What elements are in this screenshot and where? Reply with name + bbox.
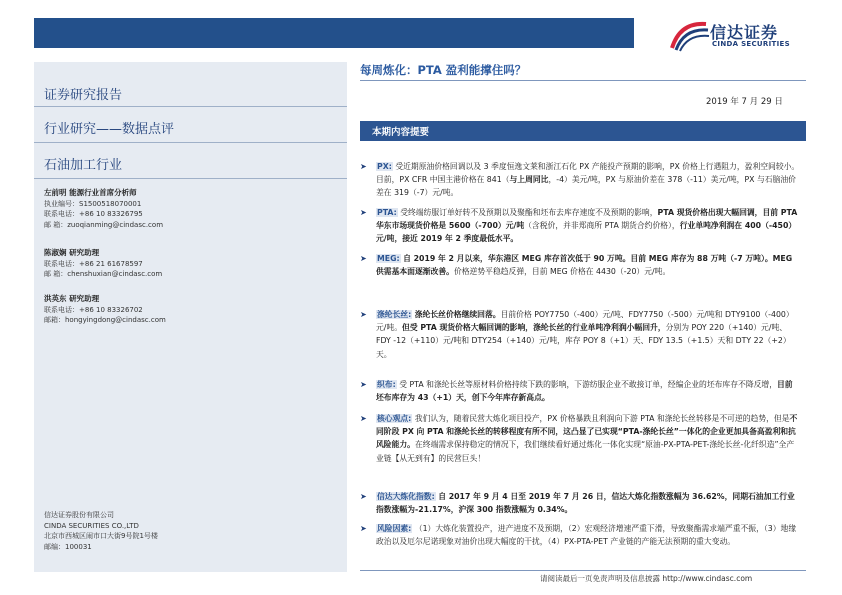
item-text: 在终端需求保持稳定的情况下，我们继续看好通过炼化一体化实现“原油-PX-PTA-PET-涤纶长丝-化纤织造”全产业链【从无到有】的民营巨头！: [376, 440, 795, 463]
logo-name-en: CINDA SECURITIES: [712, 40, 790, 48]
item-text: ，-4）美元/吨，PX 与原油价差在 378（-11）美元/吨，PX 与石脑油价差在 319（-7）元/吨。: [376, 175, 796, 198]
sidebar: [34, 62, 347, 572]
item-bold-text: 行业单吨净利润在 400（-450）元/吨，接近 2019 年 2 季度最低水平。: [376, 221, 797, 244]
divider: [360, 570, 806, 571]
analyst-name: 左前明 能源行业首席分析师: [44, 188, 137, 197]
company-name-en: CINDA SECURITIES CO.,LTD: [44, 521, 139, 530]
logo-name-cn: 信达证券: [710, 23, 779, 42]
arrow-bullet-icon: ➤: [360, 208, 367, 217]
arrow-bullet-icon: ➤: [360, 524, 367, 533]
logo: [666, 18, 816, 52]
item-label: PX:: [377, 162, 392, 171]
company-address: 北京市西城区闹市口大街9号院1号楼: [44, 532, 158, 540]
item-text: 受 PTA 和涤纶长丝等原材料价格持续下跌的影响，下游纺服企业不敢接订单，经编企业的坯布库存不降反增，: [399, 380, 778, 389]
item-bold-text: 涤纶长丝价格继续回落。: [414, 310, 501, 319]
item-text: 目前价格 POY7750（-400）元/吨、FDY7750（-500）元/吨和 DTY9100（-400）元/吨。: [376, 310, 794, 333]
report-type: 证券研究报告: [44, 88, 123, 103]
analyst-block: [44, 188, 344, 230]
company-postcode: 邮编：100031: [44, 542, 92, 551]
item-text: 受终端纺服订单好转不及预期以及聚酯和坯布去库存速度不及预期的影响，: [400, 208, 658, 217]
analyst-email[interactable]: 邮 箱：chenshuxian@cindasc.com: [44, 270, 163, 278]
analyst-name: 洪英东 研究助理: [44, 294, 100, 303]
analyst-email[interactable]: 邮 箱：zuoqianming@cindasc.com: [44, 220, 164, 229]
industry-name: 石油加工行业: [44, 158, 123, 173]
section-header: [360, 121, 806, 141]
divider: [34, 106, 347, 107]
company-name-cn: 信达证券股份有限公司: [44, 511, 114, 519]
arrow-bullet-icon: ➤: [360, 492, 367, 501]
item-bold-text: 不同阶段 PX 向 PTA 和涤纶长丝的转移程度有所不同，这凸显了已实现“PTA-涤纶长丝”一体化的企业更加具备高盈利和抗风险能力。: [376, 414, 798, 450]
item-bold-text: 目前坯布库存为 43（+1）天，创下今年库存新高点。: [376, 380, 793, 403]
item-label: PTA:: [377, 208, 397, 217]
report-title: 每周炼化：PTA 盈利能撑住吗？: [360, 63, 527, 77]
report-date: 2019 年 7 月 29 日: [706, 97, 783, 107]
report-category: 行业研究——数据点评: [44, 122, 175, 137]
item-label: 织布:: [377, 380, 396, 389]
analyst-block: [44, 248, 344, 280]
analyst-block: [44, 294, 344, 326]
item-label: 风险因素:: [377, 524, 412, 533]
analyst-license: 执业编号：S1500518070001: [44, 199, 142, 208]
cinda-logo-icon: [666, 18, 710, 52]
arrow-bullet-icon: ➤: [360, 310, 367, 319]
item-bold-text: PTA 现货价格出现大幅回调，目前 PTA 华东市场现货价格是 5600（-700）元/吨: [376, 208, 798, 231]
header-bar: [34, 18, 634, 48]
item-bold-text: 自 2019 年 2 月以来，华东港区 MEG 库存首次低于 90 万吨。目前 MEG 库存为 88 万吨（-7 万吨）。MEG 供需基本面逐渐改善。: [376, 254, 793, 277]
arrow-bullet-icon: ➤: [360, 414, 367, 423]
analyst-name: 陈淑娴 研究助理: [44, 248, 100, 257]
analyst-phone: 联系电话：+86 21 61678597: [44, 259, 143, 268]
item-text: 分别为 POY 220（+140）元/吨、FDY -12（+110）元/吨和 DTY254（+140）元/吨，库存 POY 8（+1）天、FDY 13.5（+1.5）天和 DTY 22（+2）天。: [376, 323, 791, 359]
analyst-phone: 联系电话：+86 10 83326795: [44, 210, 143, 218]
arrow-bullet-icon: ➤: [360, 380, 367, 389]
item-bold-text: 与上周同比: [509, 175, 549, 185]
item-label: 涤纶长丝:: [377, 310, 412, 319]
item-text: 受近期原油价格回调以及 3 季度恒逸文莱和浙江石化 PX 产能投产预期的影响，PX 价格上行遇阻力，盈利空间较小。目前，PX CFR 中国主港价格在 841（: [376, 162, 800, 185]
divider: [34, 142, 347, 143]
item-text: （1）大炼化装置投产，进产进度不及预期，（2）宏观经济增速严重下滑，导致聚酯需求端严重不振，（3）地缘政治以及厄尔尼诺现象对油价出现大幅度的干扰，（4）PX-PTA-PET 产业链的产能无法预期的重大变动。: [376, 524, 797, 547]
company-info: [44, 510, 344, 552]
analyst-phone: 联系电话：+86 10 83326702: [44, 305, 143, 314]
section-title: 本期内容提要: [372, 127, 430, 138]
item-label: 信达大炼化指数:: [377, 492, 435, 501]
divider: [360, 80, 806, 81]
divider: [34, 178, 347, 179]
arrow-bullet-icon: ➤: [360, 254, 367, 263]
item-text: 我们认为，随着民营大炼化项目投产，PX 价格暴跌且利润向下游 PTA 和涤纶长丝转移是不可逆的趋势，但是: [414, 414, 790, 423]
item-label: 核心观点:: [377, 414, 412, 423]
analyst-email[interactable]: 邮箱：hongyingdong@cindasc.com: [44, 316, 166, 324]
item-bold-text: 但受 PTA 现货价格大幅回调的影响，涤纶长丝的行业单吨净利润小幅回升，: [402, 323, 666, 333]
footer-disclaimer[interactable]: 请阅读最后一页免责声明及信息披露 http://www.cindasc.com: [540, 574, 753, 583]
item-label: MEG:: [377, 254, 400, 263]
item-text: （含税价，并非郑商所 PTA 期货合约价格），: [524, 221, 680, 231]
arrow-bullet-icon: ➤: [360, 162, 367, 171]
item-bold-text: 自 2017 年 9 月 4 日至 2019 年 7 月 26 日，信达大炼化指数涨幅为 36.62%，同期石油加工行业指数涨幅为-21.17%，沪深 300 指数涨幅为 0.34%。: [376, 492, 795, 515]
item-text: 价格逆势平稳趋反弹，目前 MEG 价格在 4430（-20）元/吨。: [453, 267, 671, 277]
